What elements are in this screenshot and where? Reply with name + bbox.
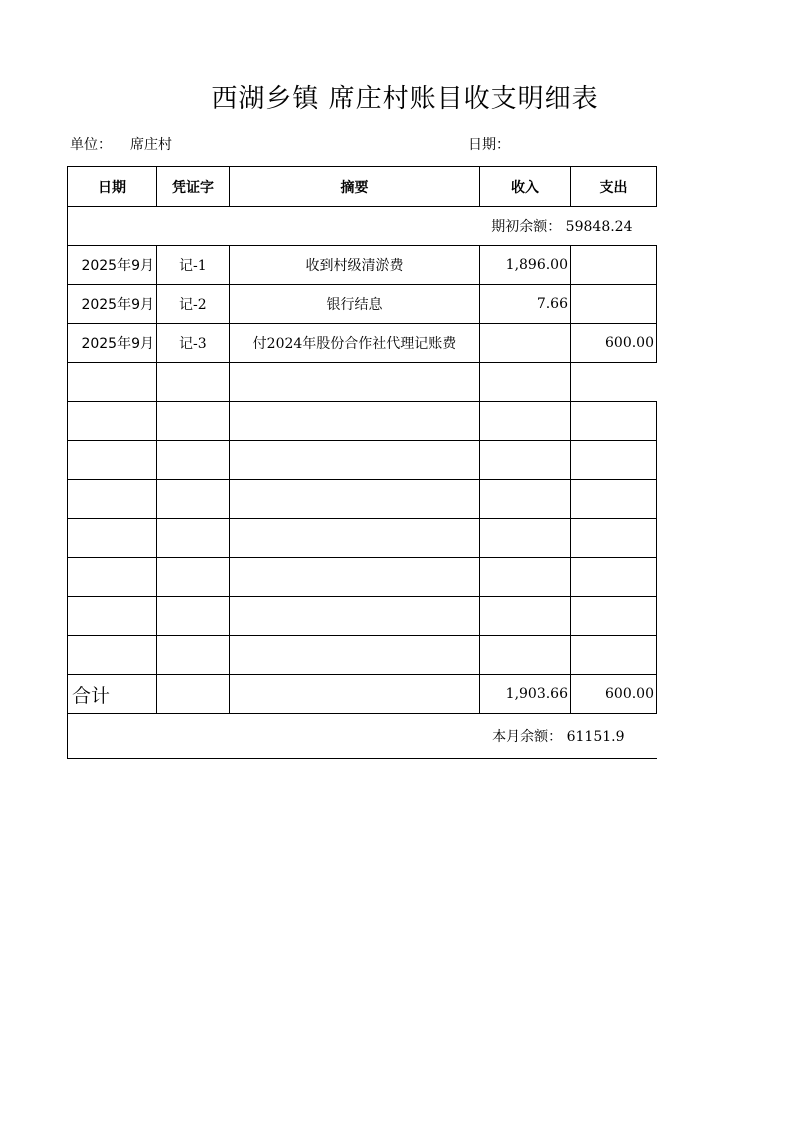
empty-row <box>68 402 657 441</box>
row-expense <box>571 246 657 285</box>
total-row <box>68 675 657 714</box>
opening-balance-row <box>68 207 657 246</box>
empty-row <box>68 480 657 519</box>
closing-balance-row <box>68 714 657 759</box>
empty-row <box>68 597 657 636</box>
row-voucher: 记-2 <box>157 285 230 324</box>
row-date: 2025年9月 <box>68 285 157 324</box>
closing-balance: 本月余额： 61151.9 <box>68 714 657 759</box>
row-summary: 收到村级清淤费 <box>230 246 480 285</box>
row-expense: 600.00 <box>571 324 657 363</box>
column-header-income: 收入 <box>480 167 571 207</box>
table-row <box>68 285 657 324</box>
row-expense <box>571 285 657 324</box>
column-header-summary: 摘要 <box>230 167 480 207</box>
unit-value: 席庄村 <box>130 137 172 153</box>
date-label: 日期： <box>468 137 510 153</box>
empty-row <box>68 441 657 480</box>
total-expense: 600.00 <box>571 675 657 714</box>
empty-row <box>68 363 657 402</box>
empty-row <box>68 636 657 675</box>
total-label: 合计 <box>68 675 157 714</box>
opening-balance: 期初余额： 59848.24 <box>68 207 657 246</box>
row-income: 1,896.00 <box>480 246 571 285</box>
empty-row <box>68 558 657 597</box>
table-row <box>68 246 657 285</box>
ledger-table <box>67 166 657 759</box>
column-header-voucher: 凭证字 <box>157 167 230 207</box>
row-date: 2025年9月 <box>68 324 157 363</box>
table-header-row <box>68 167 657 207</box>
row-date: 2025年9月 <box>68 246 157 285</box>
unit-label: 单位： <box>70 137 112 153</box>
column-header-expense: 支出 <box>571 167 657 207</box>
total-income: 1,903.66 <box>480 675 571 714</box>
page-title: 西湖乡镇 席庄村账目收支明细表 <box>211 84 599 114</box>
column-header-date: 日期 <box>68 167 157 207</box>
row-income: 7.66 <box>480 285 571 324</box>
row-summary: 银行结息 <box>230 285 480 324</box>
table-row <box>68 324 657 363</box>
row-voucher: 记-3 <box>157 324 230 363</box>
row-summary: 付2024年股份合作社代理记账费 <box>230 324 480 363</box>
empty-row <box>68 519 657 558</box>
row-income <box>480 324 571 363</box>
row-voucher: 记-1 <box>157 246 230 285</box>
